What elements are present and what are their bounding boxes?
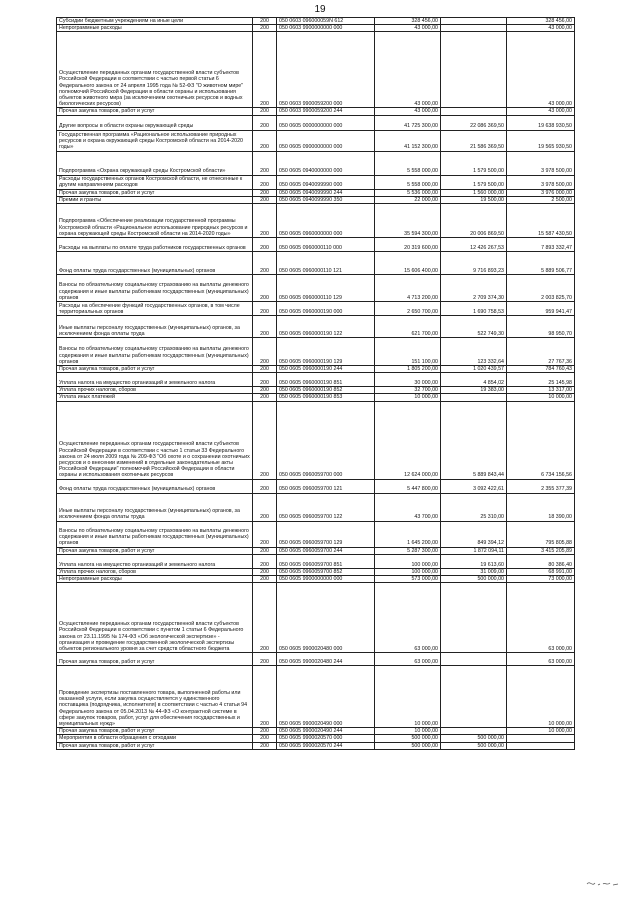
table-row	[57, 394, 575, 401]
budget-table	[56, 17, 575, 750]
cell-code: 050 0605 0960059700 121	[277, 479, 375, 493]
cell-code: 050 0605 0960000000 000	[277, 204, 375, 238]
page-number: 19	[314, 4, 326, 15]
cell-code: 050 0603 9900059200 244	[277, 108, 375, 115]
cell-unexecuted: 2 003 825,70	[507, 275, 575, 302]
cell-org: 200	[253, 32, 277, 108]
table-row	[57, 196, 575, 203]
cell-executed: 849 394,12	[441, 521, 507, 547]
table-row	[57, 108, 575, 115]
cell-code: 050 0605 9900020570 000	[277, 735, 375, 742]
cell-code: 050 0605 0940099990 244	[277, 189, 375, 196]
cell-unexecuted: 10 000,00	[507, 394, 575, 401]
cell-executed: 21 586 369,50	[441, 130, 507, 151]
cell-unexecuted: 63 000,00	[507, 583, 575, 653]
cell-code: 050 0603 9900000000 000	[277, 25, 375, 32]
cell-approved: 100 000,00	[375, 554, 441, 568]
cell-approved: 41 152 300,00	[375, 130, 441, 151]
cell-code: 050 0605 0960000110 121	[277, 252, 375, 275]
cell-unexecuted: 43 000,00	[507, 32, 575, 108]
cell-unexecuted: 10 000,00	[507, 666, 575, 728]
cell-name: Подпрограмма «Охрана окружающей среды Костромской области»	[57, 151, 253, 175]
cell-unexecuted: 3 978 500,00	[507, 175, 575, 189]
table-row	[57, 583, 575, 653]
cell-approved: 4 713 200,00	[375, 275, 441, 302]
cell-name: Прочая закупка товаров, работ и услуг	[57, 108, 253, 115]
cell-approved: 12 624 000,00	[375, 401, 441, 479]
cell-org: 200	[253, 130, 277, 151]
cell-unexecuted: 68 991,00	[507, 568, 575, 575]
cell-org: 200	[253, 387, 277, 394]
cell-name: Прочая закупка товаров, работ и услуг	[57, 728, 253, 735]
table-row	[57, 742, 575, 749]
table-row	[57, 568, 575, 575]
cell-name: Уплата прочих налогов, сборов	[57, 387, 253, 394]
cell-approved: 63 000,00	[375, 583, 441, 653]
cell-approved: 43 700,00	[375, 493, 441, 521]
cell-unexecuted: 328 456,00	[507, 18, 575, 25]
cell-org: 200	[253, 252, 277, 275]
cell-unexecuted: 19 565 930,50	[507, 130, 575, 151]
table-row	[57, 32, 575, 108]
cell-org: 200	[253, 493, 277, 521]
cell-approved: 5 558 000,00	[375, 151, 441, 175]
table-row	[57, 18, 575, 25]
cell-executed: 22 086 369,50	[441, 115, 507, 130]
cell-code: 050 0605 0000000000 000	[277, 115, 375, 130]
cell-unexecuted: 10 000,00	[507, 728, 575, 735]
cell-name: Прочая закупка товаров, работ и услуг	[57, 742, 253, 749]
scribble-mark	[586, 878, 620, 888]
cell-code: 050 0605 9900020480 244	[277, 653, 375, 666]
cell-executed: 1 020 439,57	[441, 366, 507, 373]
cell-code: 050 0605 0960059700 244	[277, 547, 375, 554]
cell-unexecuted	[507, 735, 575, 742]
table-row	[57, 554, 575, 568]
cell-executed	[441, 666, 507, 728]
cell-name: Иные выплаты персоналу государственных (муниципальных) органов, за исключением фонда оплаты труда	[57, 316, 253, 338]
cell-org: 200	[253, 479, 277, 493]
cell-org: 200	[253, 115, 277, 130]
cell-code: 050 0605 9900000000 000	[277, 576, 375, 583]
cell-executed: 500 000,00	[441, 576, 507, 583]
cell-unexecuted: 795 805,88	[507, 521, 575, 547]
cell-approved: 30 000,00	[375, 373, 441, 387]
table-row	[57, 316, 575, 338]
table-row	[57, 25, 575, 32]
cell-executed	[441, 25, 507, 32]
cell-org: 200	[253, 275, 277, 302]
cell-code: 050 0605 0960000190 852	[277, 387, 375, 394]
cell-approved: 15 606 400,00	[375, 252, 441, 275]
cell-approved: 20 319 600,00	[375, 238, 441, 252]
cell-unexecuted	[507, 742, 575, 749]
cell-name: Взносы по обязательному социальному страхованию на выплаты денежного содержания и иные выплаты работникам государственных (муниципальных) органов	[57, 521, 253, 547]
budget-table-body	[57, 18, 575, 750]
cell-approved: 621 700,00	[375, 316, 441, 338]
cell-approved: 10 000,00	[375, 666, 441, 728]
cell-name: Прочая закупка товаров, работ и услуг	[57, 366, 253, 373]
cell-unexecuted: 80 386,40	[507, 554, 575, 568]
cell-executed: 522 749,30	[441, 316, 507, 338]
cell-org: 200	[253, 108, 277, 115]
cell-name: Прочая закупка товаров, работ и услуг	[57, 653, 253, 666]
cell-executed: 19 383,00	[441, 387, 507, 394]
cell-name: Взносы по обязательному социальному страхованию на выплаты денежного содержания и иные выплаты работникам государственных (муниципальных) органов	[57, 338, 253, 366]
cell-unexecuted: 959 941,47	[507, 302, 575, 316]
cell-org: 200	[253, 366, 277, 373]
table-row	[57, 387, 575, 394]
table-row	[57, 115, 575, 130]
cell-code: 050 0605 0900000000 000	[277, 130, 375, 151]
cell-executed	[441, 18, 507, 25]
cell-org: 200	[253, 554, 277, 568]
cell-approved: 5 536 000,00	[375, 189, 441, 196]
cell-code: 050 0605 0940099990 000	[277, 175, 375, 189]
cell-approved: 43 000,00	[375, 108, 441, 115]
cell-unexecuted: 25 145,98	[507, 373, 575, 387]
cell-name: Другие вопросы в области охраны окружающей среды	[57, 115, 253, 130]
cell-approved: 43 000,00	[375, 25, 441, 32]
cell-approved: 500 000,00	[375, 742, 441, 749]
table-row	[57, 521, 575, 547]
cell-executed: 1 872 094,11	[441, 547, 507, 554]
cell-executed: 20 006 869,50	[441, 204, 507, 238]
cell-name: Осуществление переданных органам государственной власти субъектов Российской Федерации в соответствии с частью первой статьи 6 Федерального закона от 24 апреля 1995 года № 52-ФЗ "О животном мире" полномочий Российской Федерации в области охраны и использования объектов животного мира (за исключением охотничьих ресурсов и водных биологических ресурсов)	[57, 32, 253, 108]
cell-name: Расходы на обеспечение функций государственных органов, в том числе территориальных органов	[57, 302, 253, 316]
cell-code: 050 0605 0960059700 852	[277, 568, 375, 575]
cell-name: Премии и гранты	[57, 196, 253, 203]
table-row	[57, 479, 575, 493]
cell-org: 200	[253, 302, 277, 316]
cell-name: Уплата иных платежей	[57, 394, 253, 401]
cell-org: 200	[253, 25, 277, 32]
cell-code: 050 0605 0940000000 000	[277, 151, 375, 175]
cell-unexecuted: 13 317,00	[507, 387, 575, 394]
table-row	[57, 728, 575, 735]
cell-org: 200	[253, 742, 277, 749]
cell-org: 200	[253, 666, 277, 728]
cell-name: Фонд оплаты труда государственных (муниципальных) органов	[57, 479, 253, 493]
cell-unexecuted: 5 889 506,77	[507, 252, 575, 275]
cell-code: 050 0605 0960000190 853	[277, 394, 375, 401]
cell-name: Государственная программа «Рациональное использование природных ресурсов и охрана окружающей среды Костромской области на 2014-2020 годы»	[57, 130, 253, 151]
cell-executed: 12 426 267,53	[441, 238, 507, 252]
cell-org: 200	[253, 18, 277, 25]
table-row	[57, 151, 575, 175]
cell-code: 050 0605 0960000190 129	[277, 338, 375, 366]
table-row	[57, 302, 575, 316]
cell-org: 200	[253, 338, 277, 366]
cell-name: Непрограммные расходы	[57, 576, 253, 583]
cell-approved: 35 594 300,00	[375, 204, 441, 238]
cell-unexecuted: 7 893 332,47	[507, 238, 575, 252]
table-row	[57, 653, 575, 666]
cell-approved: 2 650 700,00	[375, 302, 441, 316]
cell-approved: 41 725 300,00	[375, 115, 441, 130]
cell-name: Прочая закупка товаров, работ и услуг	[57, 189, 253, 196]
cell-executed: 4 854,02	[441, 373, 507, 387]
cell-name: Проведение экспертизы поставленного товара, выполненной работы или оказанной услуги, если закупка осуществляется у единственного поставщика (подрядчика, исполнителя) в соответствии с частью 4 статьи 94 Федерального закона от 05.04.2013 № 44-ФЗ «О контрактной системе в сфере закупок товаров, работ, услуг для обеспечения государственных и муниципальных нужд»	[57, 666, 253, 728]
cell-org: 200	[253, 401, 277, 479]
cell-unexecuted: 63 000,00	[507, 653, 575, 666]
cell-org: 200	[253, 175, 277, 189]
cell-approved: 5 287 300,00	[375, 547, 441, 554]
cell-org: 200	[253, 373, 277, 387]
cell-unexecuted: 784 760,43	[507, 366, 575, 373]
table-row	[57, 735, 575, 742]
cell-approved: 1 805 200,00	[375, 366, 441, 373]
cell-name: Прочая закупка товаров, работ и услуг	[57, 547, 253, 554]
table-row	[57, 338, 575, 366]
cell-unexecuted: 15 587 430,50	[507, 204, 575, 238]
cell-approved: 5 558 000,00	[375, 175, 441, 189]
cell-approved: 43 000,00	[375, 32, 441, 108]
cell-code: 050 0605 0960059700 122	[277, 493, 375, 521]
cell-name: Уплата налога на имущество организаций и земельного налога	[57, 554, 253, 568]
cell-code: 050 0605 0960000190 122	[277, 316, 375, 338]
cell-executed: 123 332,64	[441, 338, 507, 366]
cell-approved: 10 000,00	[375, 394, 441, 401]
cell-name: Иные выплаты персоналу государственных (муниципальных) органов, за исключением фонда оплаты труда	[57, 493, 253, 521]
table-row	[57, 130, 575, 151]
cell-unexecuted: 98 950,70	[507, 316, 575, 338]
cell-approved: 151 100,00	[375, 338, 441, 366]
cell-code: 050 0605 0960059700 000	[277, 401, 375, 479]
table-row	[57, 576, 575, 583]
cell-executed: 1 690 758,53	[441, 302, 507, 316]
cell-name: Субсидии бюджетным учреждениям на иные цели	[57, 18, 253, 25]
cell-code: 050 0605 0960000110 000	[277, 238, 375, 252]
table-row	[57, 401, 575, 479]
cell-approved: 100 000,00	[375, 568, 441, 575]
cell-name: Подпрограмма «Обеспечение реализации государственной программы Костромской области «Рациональное использование природных ресурсов и охрана окружающей среды Костромской области на 2014-2020 годы»	[57, 204, 253, 238]
cell-org: 200	[253, 576, 277, 583]
cell-org: 200	[253, 204, 277, 238]
table-row	[57, 373, 575, 387]
cell-org: 200	[253, 151, 277, 175]
cell-approved: 1 645 200,00	[375, 521, 441, 547]
cell-code: 050 0605 0960059700 129	[277, 521, 375, 547]
table-row	[57, 252, 575, 275]
table-row	[57, 666, 575, 728]
cell-executed: 19 500,00	[441, 196, 507, 203]
cell-name: Уплата налога на имущество организаций и земельного налога	[57, 373, 253, 387]
cell-code: 050 0605 0960059700 851	[277, 554, 375, 568]
cell-executed: 1 579 500,00	[441, 151, 507, 175]
cell-unexecuted: 19 638 930,50	[507, 115, 575, 130]
cell-code: 050 0605 9900020570 244	[277, 742, 375, 749]
cell-unexecuted: 27 767,36	[507, 338, 575, 366]
cell-approved: 22 000,00	[375, 196, 441, 203]
cell-org: 200	[253, 653, 277, 666]
cell-executed: 500 000,00	[441, 742, 507, 749]
cell-executed	[441, 653, 507, 666]
cell-code: 050 0603 096000059N 612	[277, 18, 375, 25]
cell-unexecuted: 3 978 500,00	[507, 151, 575, 175]
cell-name: Мероприятия в области обращения с отходами	[57, 735, 253, 742]
cell-approved: 328 456,00	[375, 18, 441, 25]
cell-org: 200	[253, 547, 277, 554]
table-row	[57, 189, 575, 196]
cell-org: 200	[253, 735, 277, 742]
cell-code: 050 0603 9900059200 000	[277, 32, 375, 108]
cell-executed: 31 009,00	[441, 568, 507, 575]
cell-executed: 1 579 500,00	[441, 175, 507, 189]
cell-name: Взносы по обязательному социальному страхованию на выплаты денежного содержания и иные выплаты работникам государственных (муниципальных) органов	[57, 275, 253, 302]
cell-code: 050 0605 9900020490 244	[277, 728, 375, 735]
cell-code: 050 0605 0960000190 244	[277, 366, 375, 373]
cell-executed: 500 000,00	[441, 735, 507, 742]
cell-unexecuted: 6 734 156,56	[507, 401, 575, 479]
cell-executed: 2 709 374,30	[441, 275, 507, 302]
table-row	[57, 204, 575, 238]
cell-executed	[441, 583, 507, 653]
table-row	[57, 547, 575, 554]
cell-name: Фонд оплаты труда государственных (муниципальных) органов	[57, 252, 253, 275]
cell-executed: 1 560 000,00	[441, 189, 507, 196]
cell-org: 200	[253, 196, 277, 203]
cell-code: 050 0605 0960000190 851	[277, 373, 375, 387]
cell-name: Осуществление переданных органам государственной власти субъектов Российской Федерации в соответствии с пунктом 1 статьи 6 Федерального закона от 23.11.1995 № 174-ФЗ «Об экологической экспертизе» - организация и проведение государственной экологической экспертизы объектов регионального уровня за счет средств областного бюджета	[57, 583, 253, 653]
cell-org: 200	[253, 189, 277, 196]
cell-name: Уплата прочих налогов, сборов	[57, 568, 253, 575]
cell-approved: 573 000,00	[375, 576, 441, 583]
table-row	[57, 175, 575, 189]
cell-executed: 3 092 422,61	[441, 479, 507, 493]
cell-unexecuted: 3 976 000,00	[507, 189, 575, 196]
cell-code: 050 0605 0960000110 129	[277, 275, 375, 302]
cell-unexecuted: 2 355 377,39	[507, 479, 575, 493]
cell-org: 200	[253, 316, 277, 338]
cell-executed	[441, 108, 507, 115]
cell-org: 200	[253, 394, 277, 401]
table-row	[57, 238, 575, 252]
cell-executed	[441, 394, 507, 401]
cell-approved: 63 000,00	[375, 653, 441, 666]
cell-org: 200	[253, 521, 277, 547]
cell-unexecuted: 18 390,00	[507, 493, 575, 521]
cell-name: Осуществление переданных органам государственной власти субъектов Российской Федерации в соответствии с частью 1 статьи 33 Федерального закона от 24 июля 2009 года № 209-ФЗ "Об охоте и о сохранении охотничьих ресурсов и о внесении изменений в отдельные законодательные акты Российской Федерации" полномочий Российской Федерации в области охраны и использования охотничьих ресурсов	[57, 401, 253, 479]
cell-executed: 9 716 893,23	[441, 252, 507, 275]
cell-name: Расходы государственных органов Костромской области, не отнесенные к другим направлениям расходов	[57, 175, 253, 189]
table-row	[57, 493, 575, 521]
cell-executed	[441, 728, 507, 735]
cell-org: 200	[253, 583, 277, 653]
table-row	[57, 366, 575, 373]
cell-name: Непрограммные расходы	[57, 25, 253, 32]
cell-executed	[441, 32, 507, 108]
cell-executed: 25 310,00	[441, 493, 507, 521]
cell-unexecuted: 43 000,00	[507, 25, 575, 32]
cell-approved: 10 000,00	[375, 728, 441, 735]
cell-code: 050 0605 9900020480 000	[277, 583, 375, 653]
cell-org: 200	[253, 728, 277, 735]
cell-code: 050 0605 9900020490 000	[277, 666, 375, 728]
cell-executed: 19 613,60	[441, 554, 507, 568]
cell-approved: 32 700,00	[375, 387, 441, 394]
cell-code: 050 0605 0940099990 350	[277, 196, 375, 203]
cell-approved: 5 447 800,00	[375, 479, 441, 493]
cell-name: Расходы на выплаты по оплате труда работников государственных органов	[57, 238, 253, 252]
table-row	[57, 275, 575, 302]
cell-org: 200	[253, 568, 277, 575]
cell-approved: 500 000,00	[375, 735, 441, 742]
cell-code: 050 0605 0960000190 000	[277, 302, 375, 316]
cell-unexecuted: 2 500,00	[507, 196, 575, 203]
cell-org: 200	[253, 238, 277, 252]
cell-unexecuted: 73 000,00	[507, 576, 575, 583]
cell-unexecuted: 43 000,00	[507, 108, 575, 115]
cell-unexecuted: 3 415 205,89	[507, 547, 575, 554]
cell-executed: 5 889 843,44	[441, 401, 507, 479]
